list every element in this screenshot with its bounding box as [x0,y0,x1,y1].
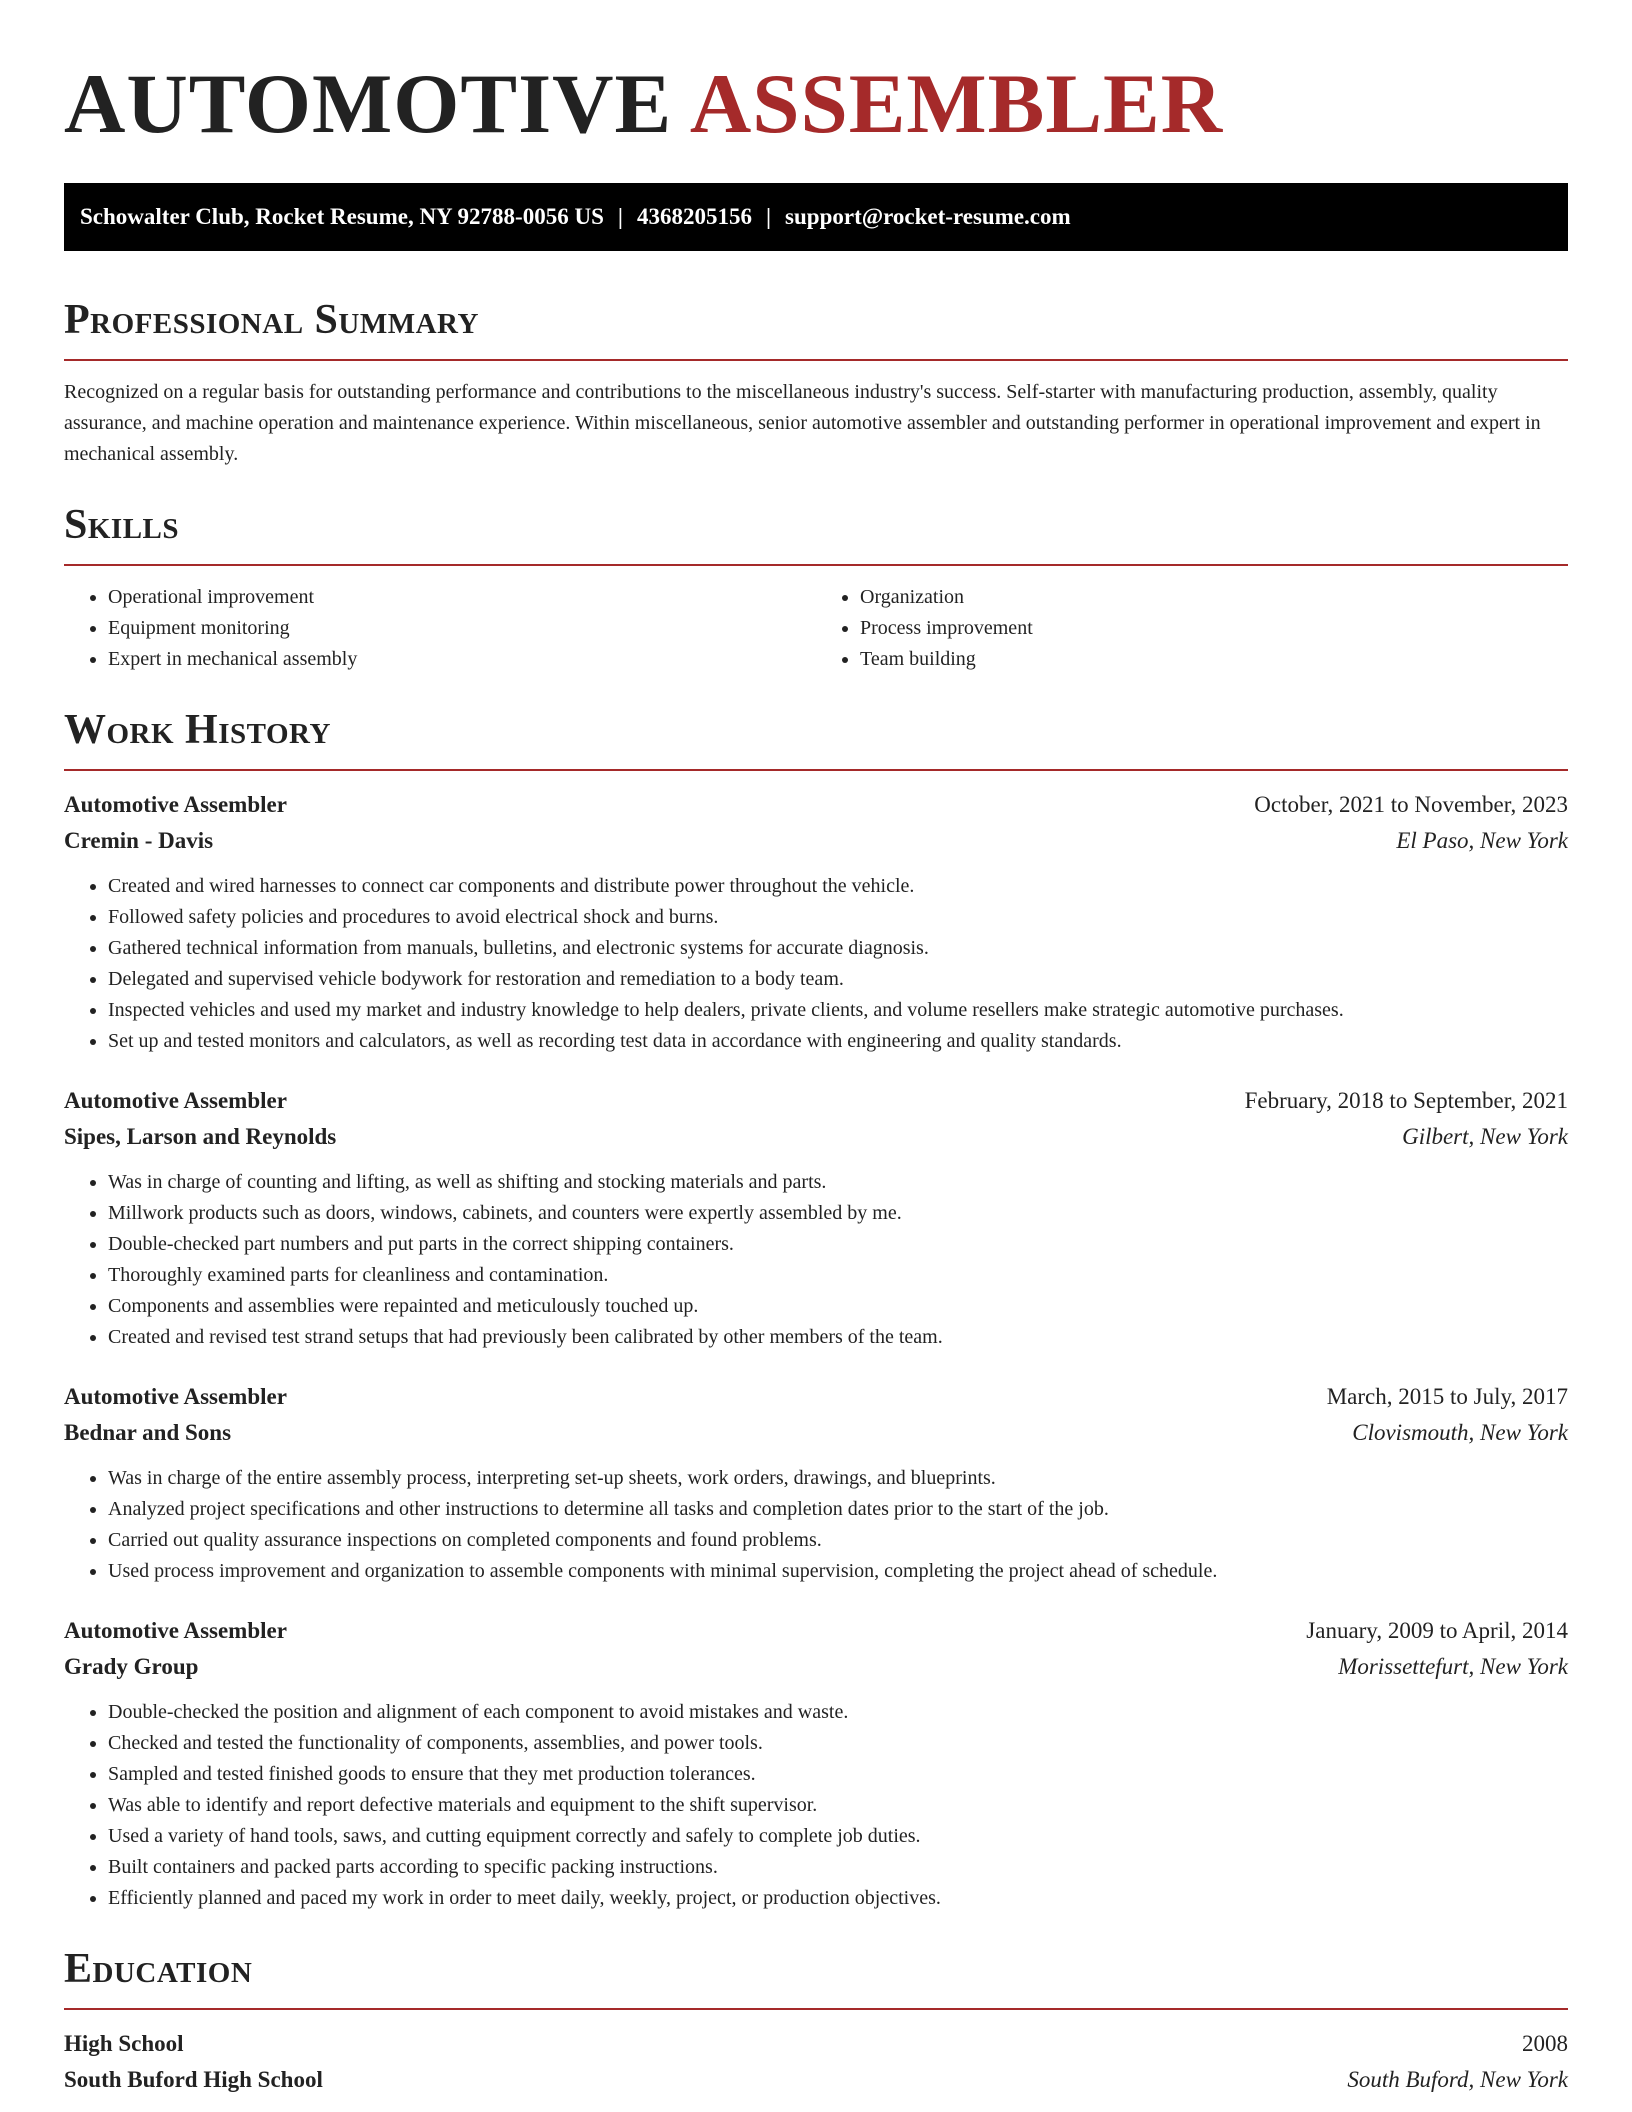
job-bullet: • Inspected vehicles and used my market and industry knowledge to help dealers, private clients, and volume resellers make strategic automotive purchases. [108,995,1568,1026]
job-dates: October, 2021 to November, 2023 [1254,792,1568,817]
job-bullet: • Followed safety policies and procedures to avoid electrical shock and burns. [108,902,1568,933]
skills-section [64,504,1568,675]
job-dates: March, 2015 to July, 2017 [1326,1384,1568,1409]
work-section [64,709,1568,1914]
job-bullet: • Was able to identify and report defective materials and equipment to the shift supervisor. [108,1790,1568,1821]
title-part2: ASSEMBLER [689,57,1224,151]
skill-item: • Organization [860,582,1568,613]
job-location: Gilbert, New York [1402,1124,1568,1149]
education-heading: Education [64,1946,253,1992]
education-location: South Buford, New York [1347,2067,1568,2092]
job-bullets [64,1463,1568,1587]
skill-item: • Team building [860,644,1568,675]
summary-section [64,299,1568,470]
job-bullet: • Created and revised test strand setups that had previously been calibrated by other members of the team. [108,1322,1568,1353]
job-bullet: • Delegated and supervised vehicle bodywork for restoration and remediation to a body team. [108,964,1568,995]
job-bullets [64,1167,1568,1353]
job-location: Clovismouth, New York [1352,1420,1568,1445]
section-divider [64,769,1568,771]
job-entry [64,1613,1568,1914]
job-company: Grady Group [64,1654,199,1679]
summary-heading: Professional Summary [64,297,479,343]
job-bullet: • Was in charge of counting and lifting, as well as shifting and stocking materials and parts. [108,1167,1568,1198]
skill-item: • Expert in mechanical assembly [108,644,816,675]
job-bullets [64,1697,1568,1914]
section-divider [64,564,1568,566]
job-entry [64,1379,1568,1587]
job-dates: January, 2009 to April, 2014 [1306,1618,1568,1643]
job-bullet: • Efficiently planned and paced my work in order to meet daily, weekly, project, or production objectives. [108,1883,1568,1914]
job-bullet: • Gathered technical information from manuals, bulletins, and electronic systems for accurate diagnosis. [108,933,1568,964]
summary-text: Recognized on a regular basis for outstanding performance and contributions to the miscellaneous industry's success. Self-starter with manufacturing production, assembly, quality assurance, and machine operation and maintenance experience. Within miscellaneous, senior automotive assembler and outstanding performer in operational improvement and expert in mechanical assembly. [64,381,1541,465]
contact-separator: | [765,204,772,229]
job-bullet: • Double-checked the position and alignment of each component to avoid mistakes and waste. [108,1697,1568,1728]
job-bullet: • Used process improvement and organization to assemble components with minimal supervision, completing the project ahead of schedule. [108,1556,1568,1587]
job-title: Automotive Assembler [64,1384,287,1409]
job-bullet: • Analyzed project specifications and other instructions to determine all tasks and completion dates prior to the start of the job. [108,1494,1568,1525]
education-section [64,1948,1568,2098]
section-divider [64,359,1568,361]
job-bullet: • Checked and tested the functionality of components, assemblies, and power tools. [108,1728,1568,1759]
job-dates: February, 2018 to September, 2021 [1244,1088,1568,1113]
education-school: South Buford High School [64,2067,323,2092]
contact-address: Schowalter Club, Rocket Resume, NY 92788-0056 US [80,204,604,229]
job-title: Automotive Assembler [64,1618,287,1643]
job-bullet: • Created and wired harnesses to connect car components and distribute power throughout the vehicle. [108,871,1568,902]
contact-bar [64,183,1568,251]
contact-email: support@rocket-resume.com [785,204,1071,229]
job-bullet: • Was in charge of the entire assembly process, interpreting set-up sheets, work orders, drawings, and blueprints. [108,1463,1568,1494]
job-entry [64,787,1568,1057]
skills-heading: Skills [64,502,180,548]
skills-list-right [816,582,1568,675]
job-bullet: • Set up and tested monitors and calculators, as well as recording test data in accordance with engineering and quality standards. [108,1026,1568,1057]
skill-item: • Process improvement [860,613,1568,644]
job-bullet: • Used a variety of hand tools, saws, and cutting equipment correctly and safely to complete job duties. [108,1821,1568,1852]
job-title: Automotive Assembler [64,1088,287,1113]
title-part1: AUTOMOTIVE [64,57,673,151]
job-entry [64,1083,1568,1353]
job-bullet: • Millwork products such as doors, windows, cabinets, and counters were expertly assembled by me. [108,1198,1568,1229]
education-year: 2008 [1522,2031,1568,2056]
job-title: Automotive Assembler [64,792,287,817]
education-entry [64,2026,1568,2098]
contact-phone: 4368205156 [636,204,752,229]
job-bullet: • Sampled and tested finished goods to ensure that they met production tolerances. [108,1759,1568,1790]
job-bullets [64,871,1568,1057]
contact-separator: | [617,204,623,229]
job-bullet: • Components and assemblies were repainted and meticulously touched up. [108,1291,1568,1322]
job-company: Sipes, Larson and Reynolds [64,1124,337,1149]
job-bullet: • Built containers and packed parts according to specific packing instructions. [108,1852,1568,1883]
skills-columns [64,582,1568,675]
skills-list-left [64,582,816,675]
job-location: Morissettefurt, New York [1338,1654,1568,1679]
education-degree: High School [64,2031,184,2056]
job-company: Bednar and Sons [64,1420,232,1445]
job-location: El Paso, New York [1396,828,1568,853]
skill-item: • Operational improvement [108,582,816,613]
skill-item: • Equipment monitoring [108,613,816,644]
job-bullet: • Carried out quality assurance inspections on completed components and found problems. [108,1525,1568,1556]
resume-title [64,57,1568,151]
job-bullet: • Thoroughly examined parts for cleanliness and contamination. [108,1260,1568,1291]
work-heading: Work History [64,707,331,753]
job-company: Cremin - Davis [64,828,214,853]
job-bullet: • Double-checked part numbers and put parts in the correct shipping containers. [108,1229,1568,1260]
section-divider [64,2008,1568,2010]
